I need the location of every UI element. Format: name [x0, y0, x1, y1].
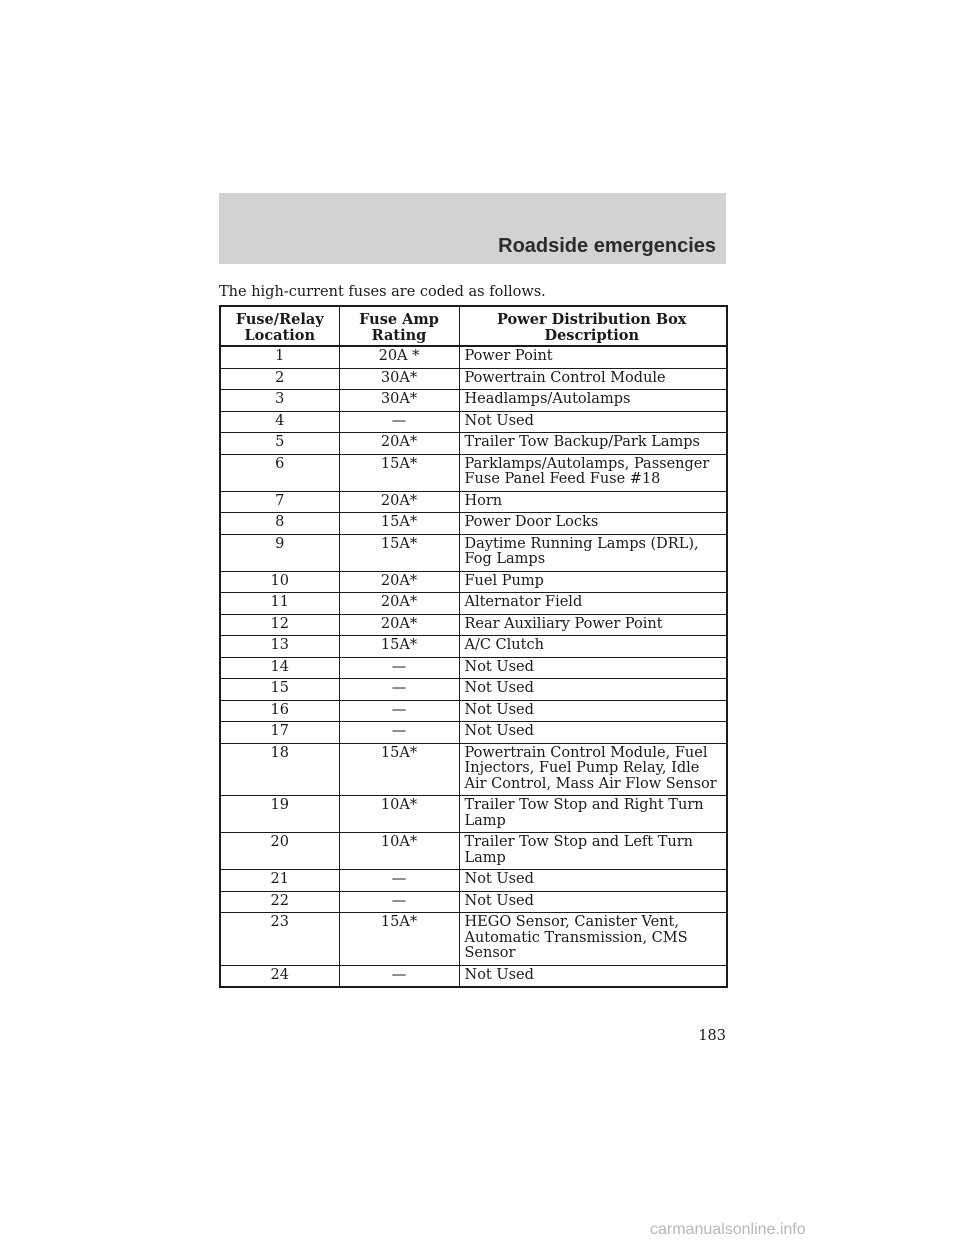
fuse-description-cell: Not Used [459, 965, 727, 987]
fuse-location-cell: 2 [220, 368, 339, 390]
fuse-amp-cell: — [339, 657, 459, 679]
fuse-location-cell: 19 [220, 796, 339, 833]
fuse-description-cell: Not Used [459, 870, 727, 892]
watermark: carmanualsonline.info [650, 1221, 806, 1238]
table-row [220, 743, 727, 796]
table-row [220, 491, 727, 513]
fuse-amp-cell: 10A* [339, 796, 459, 833]
table-row [220, 346, 727, 368]
table-row [220, 679, 727, 701]
page-number: 183 [698, 1028, 726, 1044]
fuse-description-cell: Trailer Tow Backup/Park Lamps [459, 433, 727, 455]
fuse-amp-cell: 15A* [339, 636, 459, 658]
fuse-location-cell: 10 [220, 571, 339, 593]
column-header-amp-rating: Fuse Amp Rating [339, 306, 459, 346]
table-row [220, 636, 727, 658]
table-row [220, 433, 727, 455]
fuse-amp-cell: — [339, 870, 459, 892]
fuse-location-cell: 20 [220, 833, 339, 870]
table-body [220, 346, 727, 987]
table-row [220, 965, 727, 987]
table-row [220, 368, 727, 390]
table-row [220, 390, 727, 412]
fuse-location-cell: 11 [220, 593, 339, 615]
fuse-amp-cell: — [339, 722, 459, 744]
table-row [220, 571, 727, 593]
fuse-amp-cell: 15A* [339, 913, 459, 966]
fuse-amp-cell: — [339, 891, 459, 913]
table-row [220, 534, 727, 571]
fuse-location-cell: 23 [220, 913, 339, 966]
fuse-description-cell: Horn [459, 491, 727, 513]
table-row [220, 657, 727, 679]
fuse-amp-cell: — [339, 700, 459, 722]
table-row [220, 891, 727, 913]
fuse-amp-cell: 15A* [339, 513, 459, 535]
fuse-location-cell: 17 [220, 722, 339, 744]
table-row [220, 796, 727, 833]
fuse-amp-cell: 20A * [339, 346, 459, 368]
table-row [220, 614, 727, 636]
fuse-description-cell: Not Used [459, 722, 727, 744]
fuse-description-cell: Powertrain Control Module, Fuel Injectors, Fuel Pump Relay, Idle Air Control, Mass Air Flow Sensor [459, 743, 727, 796]
fuse-description-cell: A/C Clutch [459, 636, 727, 658]
fuse-description-cell: Rear Auxiliary Power Point [459, 614, 727, 636]
table-row [220, 913, 727, 966]
fuse-description-cell: Not Used [459, 679, 727, 701]
fuse-amp-cell: 15A* [339, 454, 459, 491]
fuse-amp-cell: 20A* [339, 571, 459, 593]
fuse-description-cell: Headlamps/Autolamps [459, 390, 727, 412]
fuse-amp-cell: 20A* [339, 614, 459, 636]
fuse-description-cell: Parklamps/Autolamps, Passenger Fuse Panel Feed Fuse #18 [459, 454, 727, 491]
intro-text: The high-current fuses are coded as follows. [219, 284, 546, 300]
fuse-amp-cell: 20A* [339, 433, 459, 455]
fuse-description-cell: Power Door Locks [459, 513, 727, 535]
fuse-description-cell: Power Point [459, 346, 727, 368]
fuse-amp-cell: 20A* [339, 491, 459, 513]
fuse-description-cell: Trailer Tow Stop and Left Turn Lamp [459, 833, 727, 870]
fuse-description-cell: Daytime Running Lamps (DRL), Fog Lamps [459, 534, 727, 571]
fuse-location-cell: 15 [220, 679, 339, 701]
fuse-amp-cell: 30A* [339, 390, 459, 412]
section-header-band [219, 193, 726, 264]
fuse-location-cell: 12 [220, 614, 339, 636]
column-header-description: Power Distribution Box Description [459, 306, 727, 346]
fuse-amp-cell: — [339, 965, 459, 987]
table-header-row [220, 306, 727, 346]
fuse-location-cell: 18 [220, 743, 339, 796]
fuse-description-cell: Trailer Tow Stop and Right Turn Lamp [459, 796, 727, 833]
table-row [220, 593, 727, 615]
fuse-amp-cell: 15A* [339, 534, 459, 571]
fuse-location-cell: 3 [220, 390, 339, 412]
fuse-description-cell: Not Used [459, 700, 727, 722]
fuse-description-cell: Alternator Field [459, 593, 727, 615]
table-row [220, 454, 727, 491]
fuse-location-cell: 24 [220, 965, 339, 987]
fuse-amp-cell: 20A* [339, 593, 459, 615]
table-row [220, 722, 727, 744]
table-row [220, 700, 727, 722]
table-row [220, 411, 727, 433]
fuse-location-cell: 22 [220, 891, 339, 913]
fuse-table [219, 305, 728, 988]
fuse-amp-cell: 10A* [339, 833, 459, 870]
fuse-location-cell: 13 [220, 636, 339, 658]
fuse-location-cell: 21 [220, 870, 339, 892]
fuse-description-cell: Not Used [459, 657, 727, 679]
fuse-location-cell: 9 [220, 534, 339, 571]
fuse-location-cell: 1 [220, 346, 339, 368]
section-title: Roadside emergencies [498, 235, 716, 257]
fuse-amp-cell: 30A* [339, 368, 459, 390]
table-row [220, 870, 727, 892]
fuse-location-cell: 6 [220, 454, 339, 491]
fuse-location-cell: 16 [220, 700, 339, 722]
fuse-location-cell: 4 [220, 411, 339, 433]
fuse-description-cell: Not Used [459, 411, 727, 433]
fuse-description-cell: Not Used [459, 891, 727, 913]
fuse-description-cell: HEGO Sensor, Canister Vent, Automatic Transmission, CMS Sensor [459, 913, 727, 966]
fuse-description-cell: Fuel Pump [459, 571, 727, 593]
fuse-location-cell: 7 [220, 491, 339, 513]
fuse-amp-cell: — [339, 679, 459, 701]
fuse-location-cell: 8 [220, 513, 339, 535]
column-header-location: Fuse/Relay Location [220, 306, 339, 346]
fuse-amp-cell: — [339, 411, 459, 433]
table-row [220, 513, 727, 535]
fuse-amp-cell: 15A* [339, 743, 459, 796]
fuse-location-cell: 14 [220, 657, 339, 679]
fuse-location-cell: 5 [220, 433, 339, 455]
table-row [220, 833, 727, 870]
fuse-description-cell: Powertrain Control Module [459, 368, 727, 390]
